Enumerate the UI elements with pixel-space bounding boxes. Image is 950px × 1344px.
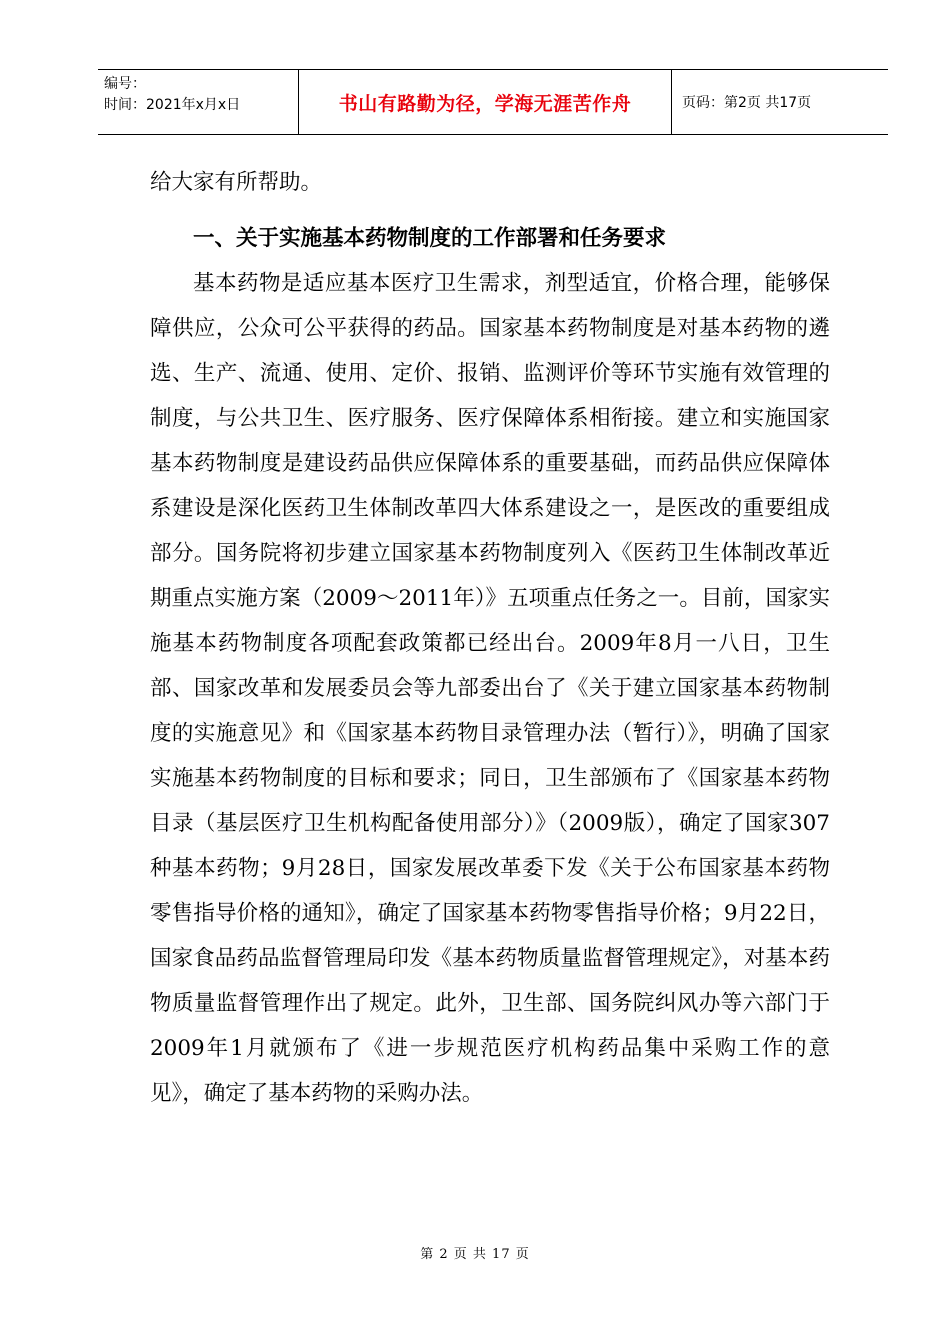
section-heading: 一、关于实施基本药物制度的工作部署和任务要求 [193,226,667,251]
header-motto: 书山有路勤为径，学海无涯苦作舟 [299,70,672,134]
document-date: 时间：2021年x月x日 [104,97,241,113]
page-footer: 第 2 页 共 17 页 [420,1247,530,1262]
header-meta-cell [98,70,299,134]
continuation-text: 给大家有所帮助。 [150,170,323,195]
document-number-label: 编号： [104,76,146,92]
body-paragraph: 基本药物是适应基本医疗卫生需求，剂型适宜，价格合理，能够保障供应，公众可公平获得的药品。国家基本药物制度是对基本药物的遴选、生产、流通、使用、定价、报销、监测评价等环节实施有效管理的制度，与公共卫生、医疗服务、医疗保障体系相衔接。建立和实施国家基本药物制度是建设药品供应保障体系的重要基础，而药品供应保障体系建设是深化医药卫生体制改革四大体系建设之一，是医改的重要组成部分。国务院将初步建立国家基本药物制度列入《医药卫生体制改革近期重点实施方案（2009～2011年）》五项重点任务之一。目前，国家实施基本药物制度各项配套政策都已经出台。2009年8月一八日，卫生部、国家改革和发展委员会等九部委出台了《关于建立国家基本药物制度的实施意见》和《国家基本药物目录管理办法（暂行）》，明确了国家实施基本药物制度的目标和要求；同日，卫生部颁布了《国家基本药物目录（基层医疗卫生机构配备使用部分）》（2009版），确定了国家307种基本药物；9月28日，国家发展改革委下发《关于公布国家基本药物零售指导价格的通知》，确定了国家基本药物零售指导价格；9月22日，国家食品药品监督管理局印发《基本药物质量监督管理规定》，对基本药物质量监督管理作出了规定。此外，卫生部、国务院纠风办等六部门于2009年1月就颁布了《进一步规范医疗机构药品集中采购工作的意见》，确定了基本药物的采购办法。 [150,271,830,1106]
document-body [150,160,830,1116]
page-header [98,69,888,135]
header-page-info: 页码：第2页 共17页 [682,95,812,111]
